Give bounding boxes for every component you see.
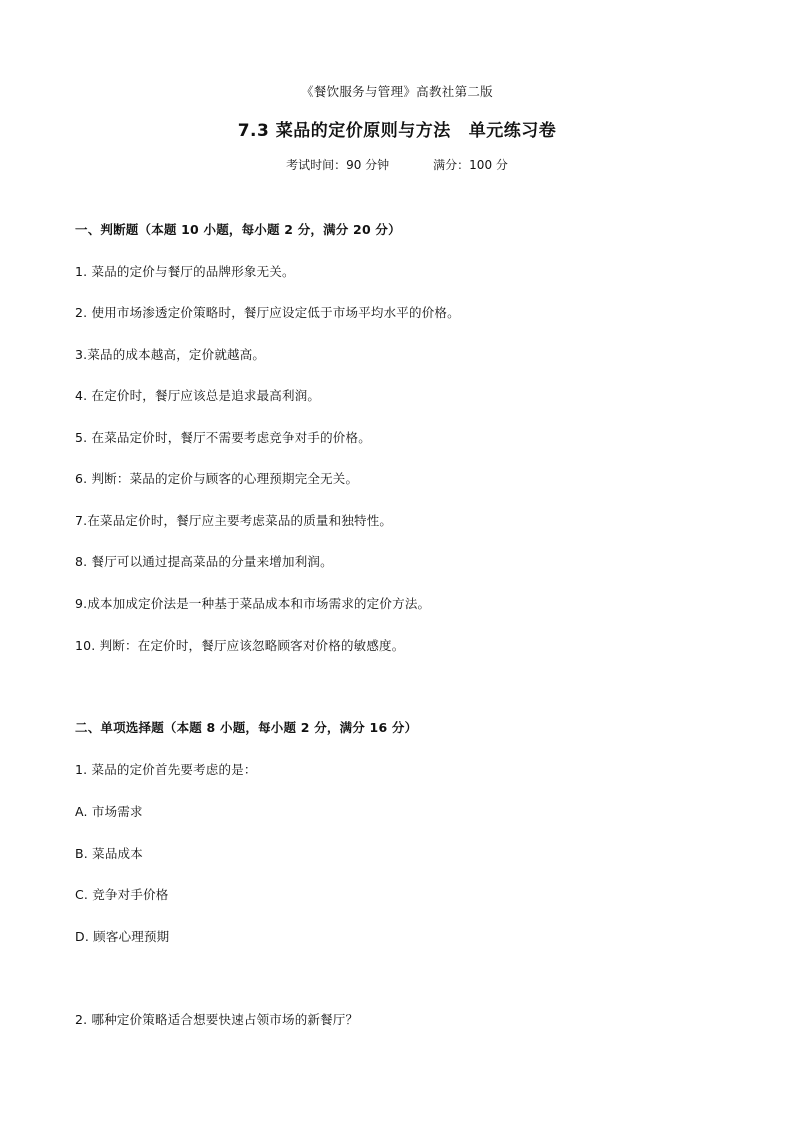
question-stem: 2. 哪种定价策略适合想要快速占领市场的新餐厅？ [75,1012,359,1027]
judgment-item: 7.在菜品定价时，餐厅应主要考虑菜品的质量和独特性。 [75,513,393,528]
judgment-item: 6. 判断：菜品的定价与顾客的心理预期完全无关。 [75,471,359,486]
question-stem: 1. 菜品的定价首先要考虑的是： [75,762,257,777]
section-heading-single-choice: 二、单项选择题（本题 8 小题，每小题 2 分，满分 16 分） [75,720,418,735]
judgment-item: 2. 使用市场渗透定价策略时，餐厅应设定低于市场平均水平的价格。 [75,305,460,320]
exam-full-score: 满分：100 分 [433,158,508,172]
exam-meta [0,156,794,173]
judgment-item: 1. 菜品的定价与餐厅的品牌形象无关。 [75,264,295,279]
judgment-item: 5. 在菜品定价时，餐厅不需要考虑竞争对手的价格。 [75,430,371,445]
title-main: 7.3 菜品的定价原则与方法 [237,121,451,141]
judgment-item: 8. 餐厅可以通过提高菜品的分量来增加利润。 [75,554,333,569]
judgment-item: 3.菜品的成本越高，定价就越高。 [75,347,266,362]
choice-option: B. 菜品成本 [75,846,143,861]
choice-option: A. 市场需求 [75,804,143,819]
judgment-item: 9.成本加成定价法是一种基于菜品成本和市场需求的定价方法。 [75,596,431,611]
choice-option: C. 竞争对手价格 [75,887,169,902]
exam-time: 考试时间：90 分钟 [286,158,390,172]
textbook-subtitle: 《餐饮服务与管理》高教社第二版 [300,84,493,99]
choice-option: D. 顾客心理预期 [75,929,170,944]
judgment-item: 4. 在定价时，餐厅应该总是追求最高利润。 [75,388,321,403]
judgment-item: 10. 判断：在定价时，餐厅应该忽略顾客对价格的敏感度。 [75,638,405,653]
section-heading-judgment: 一、判断题（本题 10 小题，每小题 2 分，满分 20 分） [75,222,401,237]
page-title [0,116,794,141]
title-tail: 单元练习卷 [468,121,557,141]
